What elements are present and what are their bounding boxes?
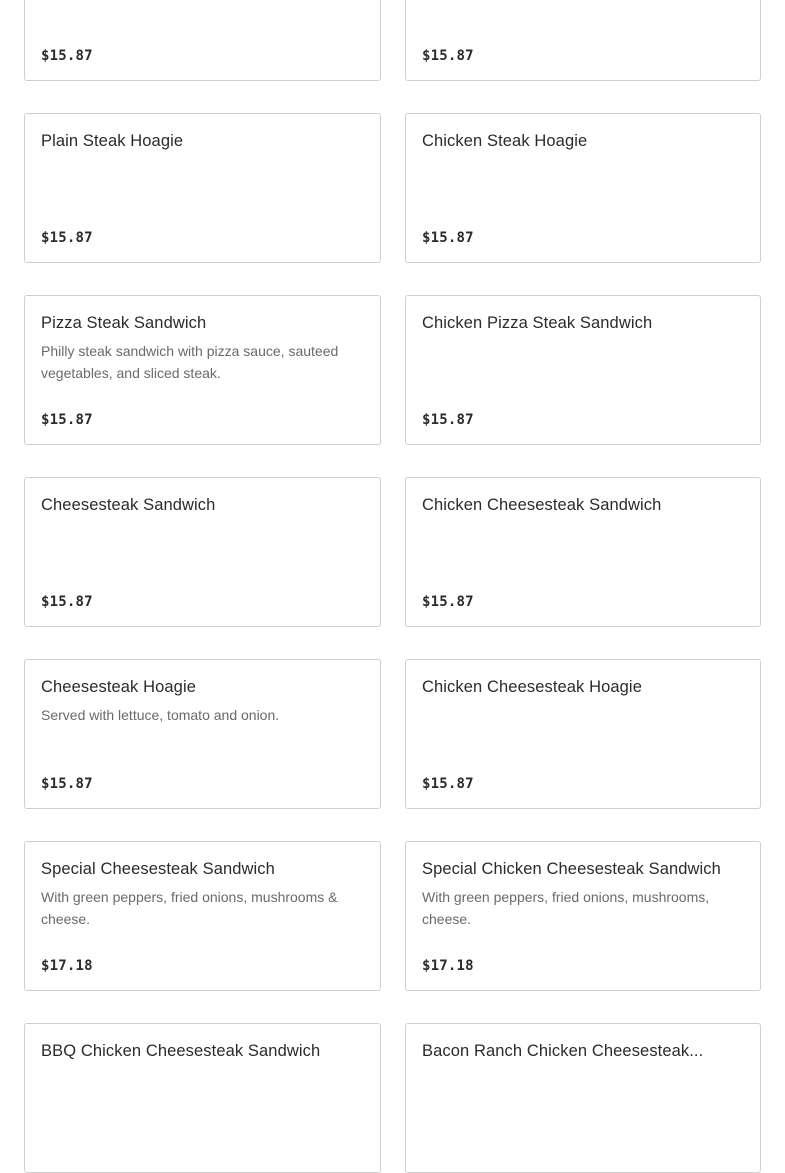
menu-item-price: $15.87 xyxy=(422,594,474,610)
menu-item-card[interactable] xyxy=(405,1023,761,1173)
menu-item-price: $15.87 xyxy=(41,412,93,428)
menu-item-name: BBQ Chicken Cheesesteak Sandwich xyxy=(41,1042,321,1060)
menu-item-price: $15.87 xyxy=(422,48,474,64)
menu-item-name: Chicken Cheesesteak Sandwich xyxy=(422,496,662,514)
menu-item-name: Chicken Cheesesteak Hoagie xyxy=(422,678,642,696)
menu-item-card[interactable] xyxy=(405,477,761,627)
menu-item-description: With green peppers, fried onions, mushrooms, cheese. xyxy=(422,889,710,927)
menu-item-price: $15.87 xyxy=(41,48,93,64)
menu-item-card[interactable] xyxy=(405,841,761,991)
menu-item-name: Bacon Ranch Chicken Cheesesteak... xyxy=(422,1042,704,1060)
menu-item-price: $15.87 xyxy=(41,594,93,610)
menu-item-price: $15.87 xyxy=(41,230,93,246)
menu-item-name: Pizza Steak Sandwich xyxy=(41,314,207,332)
menu-item-price: $15.87 xyxy=(422,776,474,792)
menu-item-card[interactable] xyxy=(24,659,381,809)
menu-item-name: Cheesesteak Hoagie xyxy=(41,678,196,696)
menu-item-name: Plain Steak Hoagie xyxy=(41,132,184,150)
menu-item-card[interactable] xyxy=(405,295,761,445)
menu-item-price: $15.87 xyxy=(41,776,93,792)
menu-item-price: $17.18 xyxy=(422,958,474,974)
menu-item-price: $15.87 xyxy=(422,412,474,428)
menu-item-card[interactable] xyxy=(24,113,381,263)
menu-item-name: Chicken Steak Hoagie xyxy=(422,132,588,150)
menu-item-name: Special Cheesesteak Sandwich xyxy=(41,860,275,878)
menu-item-grid xyxy=(24,0,761,1173)
menu-item-name: Special Chicken Cheesesteak Sandwich xyxy=(422,860,721,878)
menu-item-name: Cheesesteak Sandwich xyxy=(41,496,216,514)
menu-item-card[interactable] xyxy=(24,841,381,991)
menu-item-card[interactable] xyxy=(24,0,381,81)
menu-item-description: Served with lettuce, tomato and onion. xyxy=(41,707,280,723)
menu-item-card[interactable] xyxy=(24,295,381,445)
menu-item-price: $17.18 xyxy=(41,958,93,974)
menu-item-card[interactable] xyxy=(24,1023,381,1173)
menu-item-description: Philly steak sandwich with pizza sauce, sauteed vegetables, and sliced steak. xyxy=(41,343,339,381)
menu-item-card[interactable] xyxy=(24,477,381,627)
menu-item-card[interactable] xyxy=(405,0,761,81)
menu-item-price: $15.87 xyxy=(422,230,474,246)
menu-item-card[interactable] xyxy=(405,659,761,809)
menu-item-name: Chicken Pizza Steak Sandwich xyxy=(422,314,653,332)
menu-item-description: With green peppers, fried onions, mushrooms & cheese. xyxy=(41,889,338,927)
menu-item-card[interactable] xyxy=(405,113,761,263)
